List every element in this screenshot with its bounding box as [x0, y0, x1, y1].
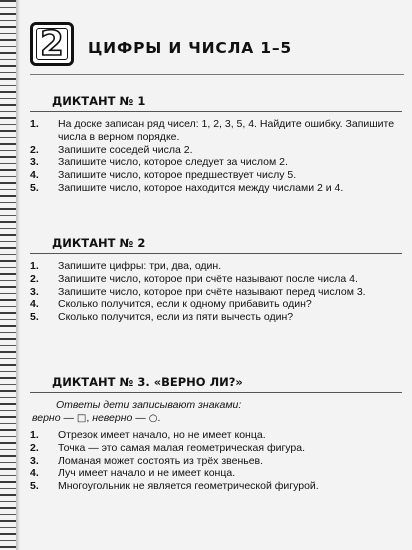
item-text: Запишите соседей числа 2.	[58, 143, 193, 156]
chapter-number-badge	[30, 22, 74, 66]
item-number: 4.	[30, 169, 39, 182]
item-text: Ломаная может состоять из трёх звеньев.	[58, 454, 264, 467]
dictation-3	[30, 375, 402, 493]
item-text: На доске записан ряд чисел: 1, 2, 3, 5, 4. Найдите ошибку. Запишите числа в верном порядке.	[58, 118, 395, 143]
item-number: 3.	[30, 156, 39, 169]
spiral-binding	[0, 0, 16, 550]
item-number: 5.	[30, 311, 39, 324]
item-text: Запишите число, которое при счёте называют после числа 4.	[58, 272, 358, 285]
list-item	[30, 442, 402, 455]
list-item	[30, 182, 402, 195]
list-item	[30, 311, 402, 324]
list-item	[30, 455, 402, 468]
item-number: 3.	[30, 454, 39, 467]
item-text: Запишите цифры: три, два, один.	[58, 260, 222, 272]
item-number: 5.	[30, 480, 39, 493]
chapter-number: 2	[40, 24, 64, 64]
square-icon: □	[76, 413, 87, 424]
list-item	[30, 273, 402, 286]
list-item	[30, 156, 402, 169]
section-title: ДИКТАНТ № 3. «ВЕРНО ЛИ?»	[30, 375, 402, 393]
answer-instructions: Ответы дети записывают знаками:	[56, 399, 242, 411]
list-item	[30, 298, 402, 311]
list-item	[30, 118, 402, 144]
list-item	[30, 480, 402, 493]
list-item	[30, 144, 402, 157]
legend-dash: —	[135, 412, 146, 424]
item-text: Запишите число, которое находится между числами 2 и 4.	[58, 181, 344, 194]
chapter-title: ЦИФРЫ И ЧИСЛА 1–5	[88, 39, 292, 57]
list-item	[30, 286, 402, 299]
worksheet-page	[22, 0, 406, 550]
list-item	[30, 429, 402, 442]
legend-false-word: неверно	[92, 412, 133, 424]
dictation-1	[30, 94, 402, 195]
item-text: Запишите число, которое предшествует числу 5.	[58, 169, 297, 182]
section-title: ДИКТАНТ № 1	[30, 94, 402, 112]
item-number: 1.	[30, 118, 39, 130]
item-number: 4.	[30, 467, 39, 480]
item-number: 2.	[30, 143, 39, 156]
item-number: 4.	[30, 298, 39, 311]
item-text: Отрезок имеет начало, но не имеет конца.	[58, 429, 266, 441]
section-title: ДИКТАНТ № 2	[30, 236, 402, 254]
item-text: Сколько получится, если к одному прибавить один?	[58, 298, 312, 311]
task-list	[30, 260, 402, 324]
item-number: 1.	[30, 260, 39, 272]
item-number: 5.	[30, 181, 39, 194]
list-item	[30, 169, 402, 182]
task-list	[30, 429, 402, 493]
dictation-2	[30, 236, 402, 324]
item-text: Точка — это самая малая геометрическая фигура.	[58, 441, 306, 454]
item-number: 2.	[30, 441, 39, 454]
item-text: Многоугольник не является геометрической фигурой.	[58, 480, 319, 493]
page-gutter-shadow	[16, 0, 20, 550]
item-number: 3.	[30, 285, 39, 298]
legend-dash: —	[63, 412, 74, 424]
item-number: 2.	[30, 272, 39, 285]
item-text: Запишите число, которое при счёте называют перед числом 3.	[58, 285, 366, 298]
chapter-header	[30, 22, 404, 82]
item-text: Луч имеет начало и не имеет конца.	[58, 467, 236, 480]
header-divider	[30, 74, 404, 75]
list-item	[30, 467, 402, 480]
task-list	[30, 118, 402, 195]
legend-true-word: верно	[32, 412, 61, 424]
item-text: Сколько получится, если из пяти вычесть один?	[58, 311, 294, 324]
circle-icon: ○	[148, 413, 158, 424]
answer-legend: верно — □, неверно — ○.	[32, 412, 161, 424]
item-number: 1.	[30, 429, 39, 441]
list-item	[30, 260, 402, 273]
item-text: Запишите число, которое следует за числом 2.	[58, 156, 288, 169]
